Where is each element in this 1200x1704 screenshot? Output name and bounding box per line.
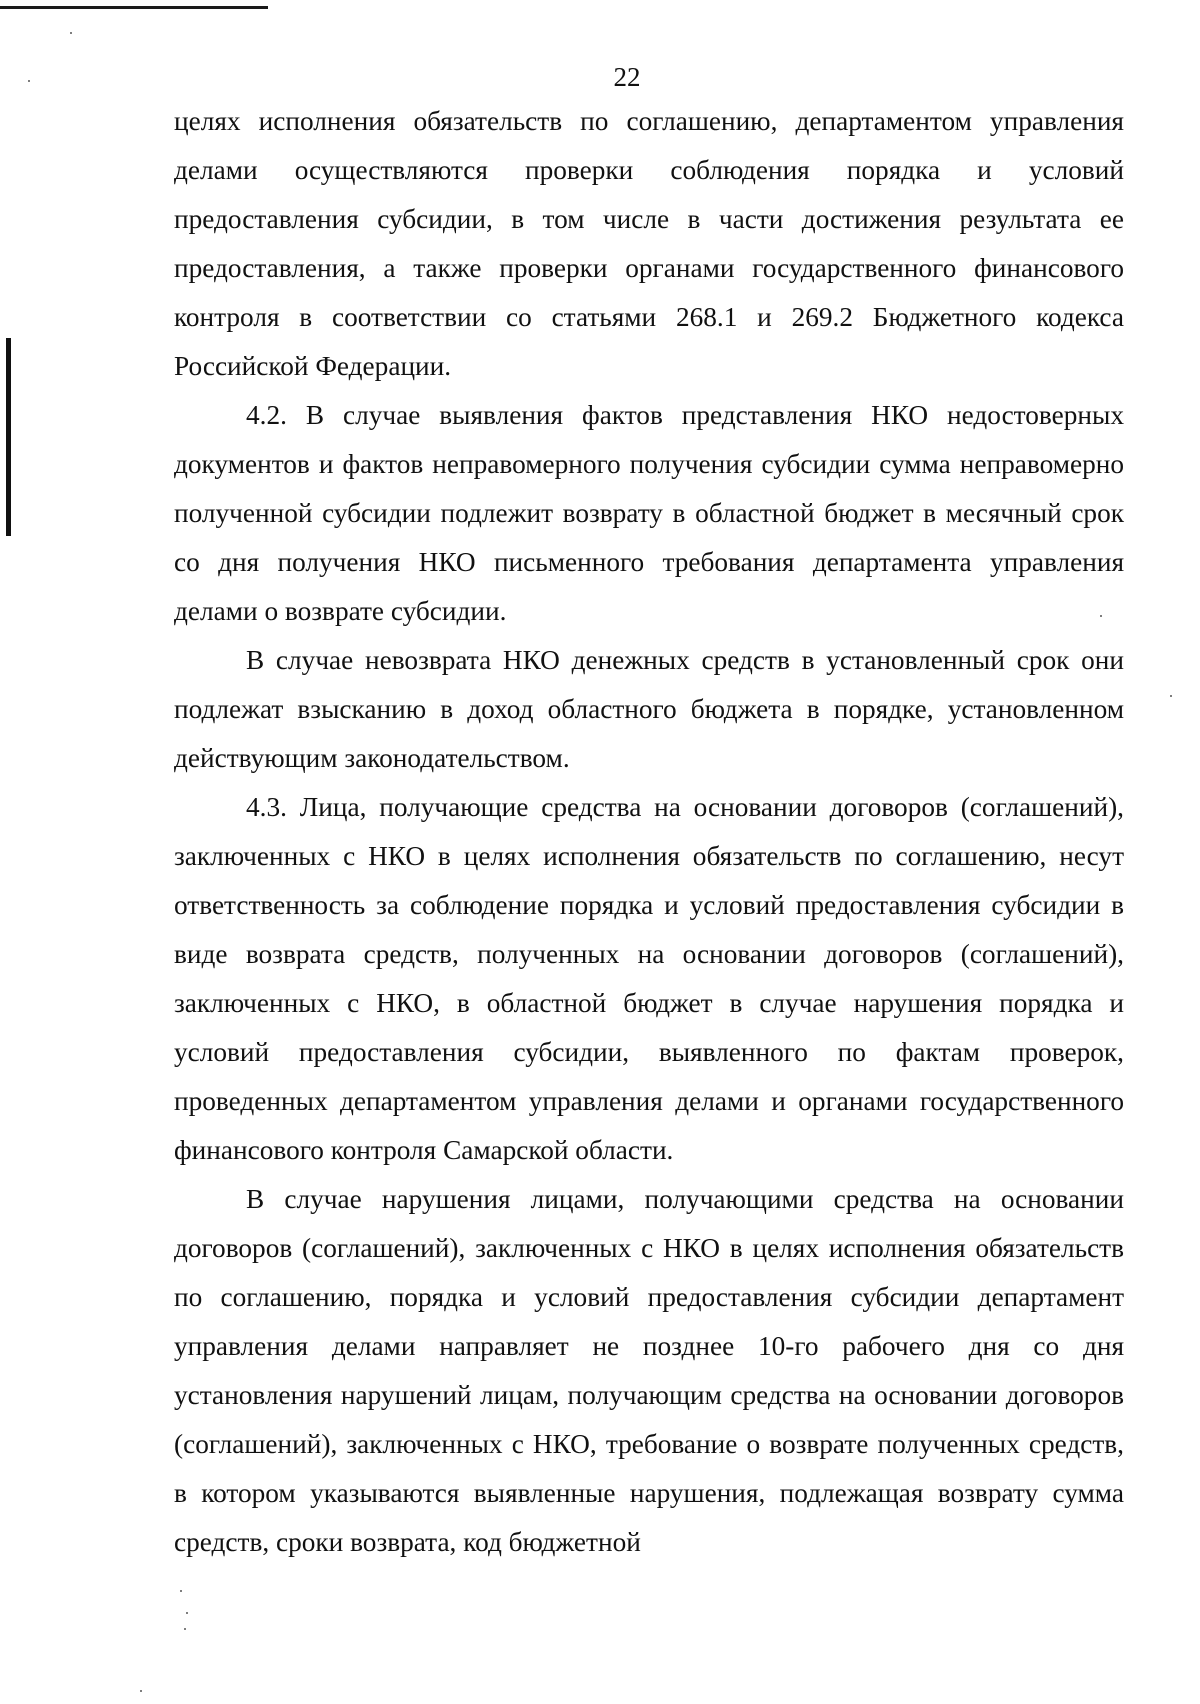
document-body bbox=[174, 97, 1124, 1567]
scan-speck bbox=[140, 1690, 142, 1692]
paragraph-4-3: 4.3. Лица, получающие средства на основании договоров (соглашений), заключенных с НКО в целях исполнения обязательств по соглашению, несут ответственность за соблюдение порядка и условий предоставления субсидии в виде возврата средств, полученных на основании договоров (соглашений), заключенных с НКО, в областной бюджет в случае нарушения порядка и условий предоставления субсидии, выявленного по фактам проверок, проведенных департаментом управления делами и органами государственного финансового контроля Самарской области. bbox=[174, 792, 1124, 1165]
scan-top-rule bbox=[0, 6, 268, 9]
scan-binding-mark bbox=[6, 338, 11, 536]
scan-speck bbox=[1170, 695, 1172, 697]
scan-speck bbox=[186, 1612, 188, 1614]
scan-speck bbox=[28, 80, 30, 82]
paragraph-violation: В случае нарушения лицами, получающими средства на основании договоров (соглашений), заключенных с НКО в целях исполнения обязательств по соглашению, порядка и условий предоставления субсидии департамент управления делами направляет не позднее 10-го рабочего дня со дня установления нарушений лицам, получающим средства на основании договоров (соглашений), заключенных с НКО, требование о возврате полученных средств, в котором указываются выявленные нарушения, подлежащая возврату сумма средств, сроки возврата, код бюджетной bbox=[174, 1184, 1124, 1557]
paragraph-4-2: 4.2. В случае выявления фактов представления НКО недостоверных документов и фактов неправомерного получения субсидии сумма неправомерно полученной субсидии подлежит возврату в областной бюджет в месячный срок со дня получения НКО письменного требования департамента управления делами о возврате субсидии. bbox=[174, 400, 1124, 626]
page-number: 22 bbox=[613, 62, 641, 92]
scan-speck bbox=[184, 1628, 186, 1630]
scan-speck bbox=[70, 32, 72, 34]
scan-speck bbox=[180, 1590, 182, 1592]
scan-speck bbox=[1100, 615, 1102, 617]
paragraph-non-return: В случае невозврата НКО денежных средств в установленный срок они подлежат взысканию в доход областного бюджета в порядке, установленном действующим законодательством. bbox=[174, 645, 1124, 773]
paragraph-continuation: целях исполнения обязательств по соглашению, департаментом управления делами осуществляются проверки соблюдения порядка и условий предоставления субсидии, в том числе в части достижения результата ее предоставления, а также проверки органами государственного финансового контроля в соответствии со статьями 268.1 и 269.2 Бюджетного кодекса Российской Федерации. bbox=[174, 106, 1124, 381]
